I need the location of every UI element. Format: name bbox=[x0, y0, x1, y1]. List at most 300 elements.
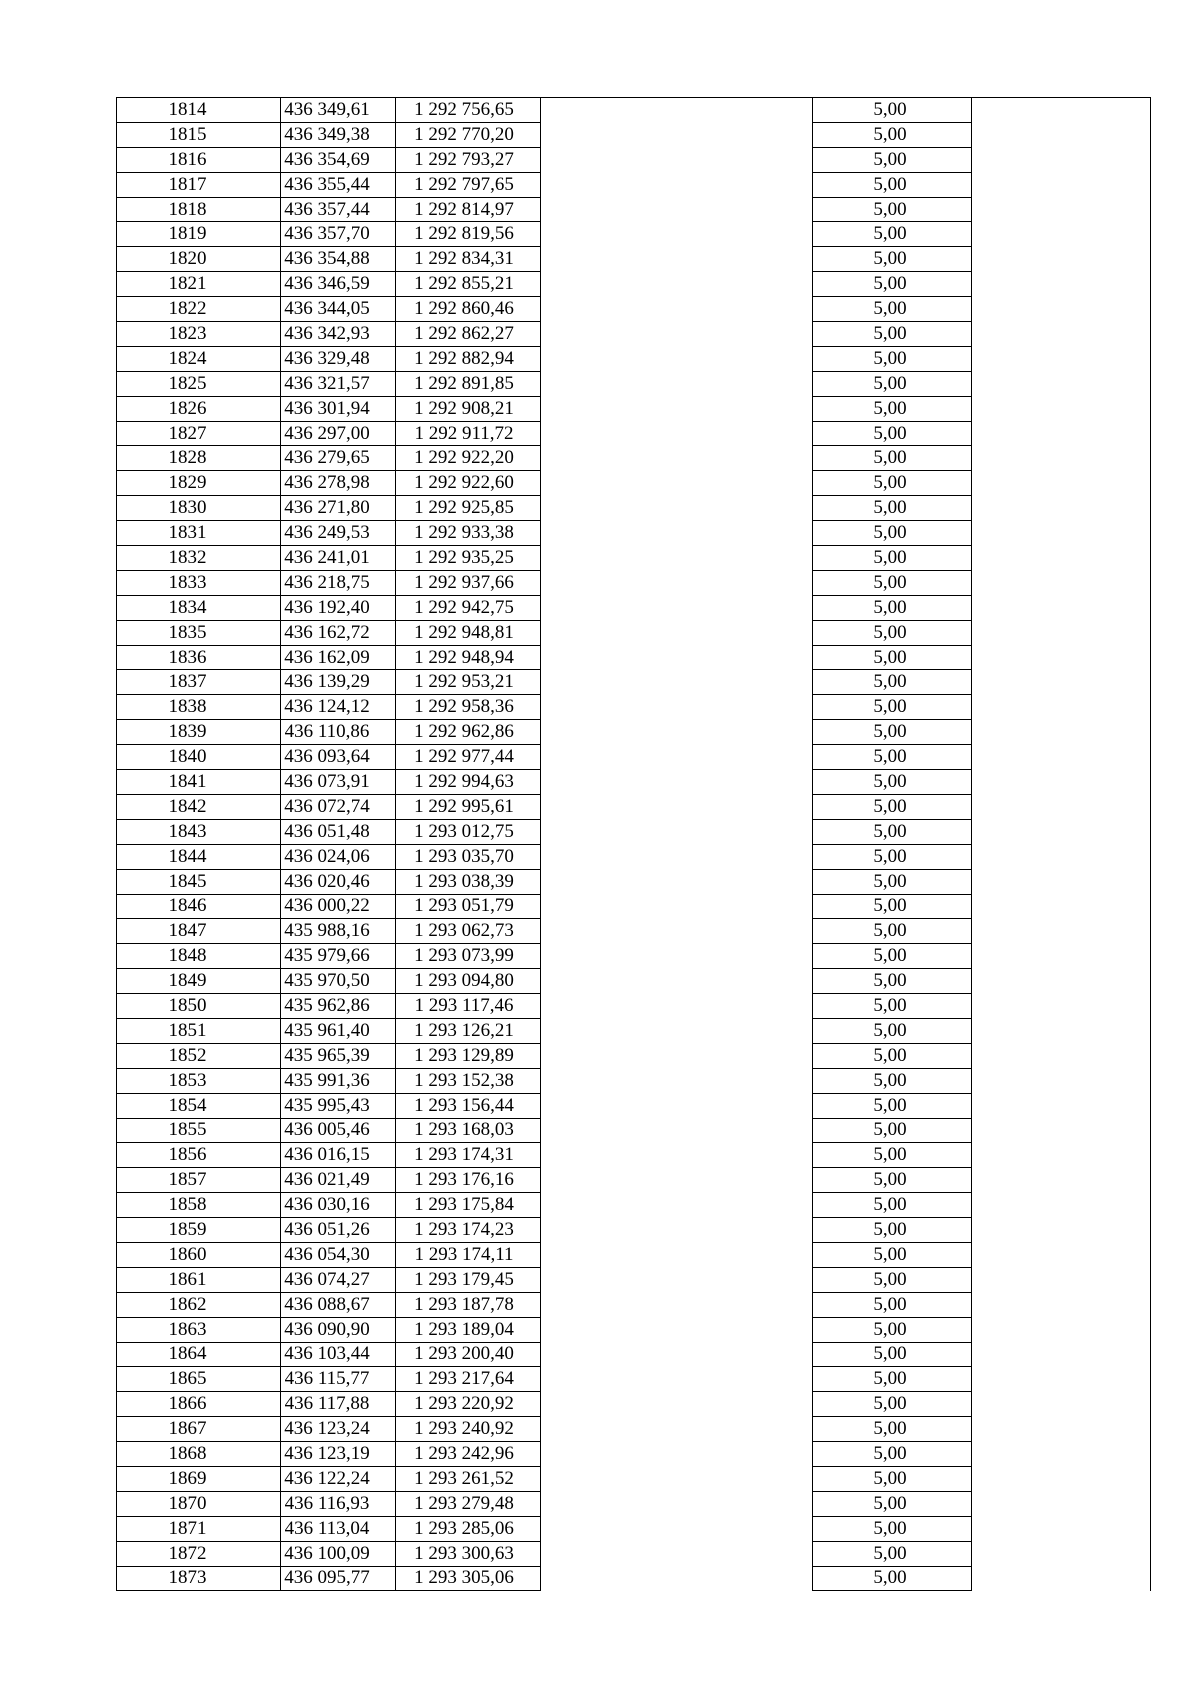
y-coordinate-cell: 1 293 012,75 bbox=[396, 819, 541, 844]
x-coordinate-cell: 436 354,69 bbox=[281, 147, 396, 172]
y-coordinate-cell: 1 292 948,94 bbox=[396, 645, 541, 670]
point-number-cell: 1860 bbox=[117, 1242, 281, 1267]
empty-cell bbox=[972, 770, 1151, 795]
empty-cell bbox=[541, 595, 813, 620]
distance-cell: 5,00 bbox=[813, 645, 972, 670]
empty-cell bbox=[541, 172, 813, 197]
table-row bbox=[117, 197, 1151, 222]
empty-cell bbox=[972, 1367, 1151, 1392]
point-number-cell: 1825 bbox=[117, 371, 281, 396]
point-number-cell: 1828 bbox=[117, 446, 281, 471]
table-row bbox=[117, 1143, 1151, 1168]
x-coordinate-cell: 436 297,00 bbox=[281, 421, 396, 446]
y-coordinate-cell: 1 292 977,44 bbox=[396, 745, 541, 770]
point-number-cell: 1869 bbox=[117, 1466, 281, 1491]
y-coordinate-cell: 1 292 994,63 bbox=[396, 770, 541, 795]
y-coordinate-cell: 1 292 891,85 bbox=[396, 371, 541, 396]
empty-cell bbox=[972, 794, 1151, 819]
empty-cell bbox=[972, 1242, 1151, 1267]
y-coordinate-cell: 1 293 300,63 bbox=[396, 1541, 541, 1566]
distance-cell: 5,00 bbox=[813, 894, 972, 919]
table-row bbox=[117, 371, 1151, 396]
empty-cell bbox=[541, 272, 813, 297]
table-row bbox=[117, 1317, 1151, 1342]
x-coordinate-cell: 436 162,72 bbox=[281, 620, 396, 645]
y-coordinate-cell: 1 293 240,92 bbox=[396, 1417, 541, 1442]
x-coordinate-cell: 436 016,15 bbox=[281, 1143, 396, 1168]
empty-cell bbox=[972, 720, 1151, 745]
distance-cell: 5,00 bbox=[813, 98, 972, 123]
table-row bbox=[117, 1292, 1151, 1317]
empty-cell bbox=[972, 1018, 1151, 1043]
empty-cell bbox=[972, 396, 1151, 421]
empty-cell bbox=[541, 297, 813, 322]
empty-cell bbox=[541, 1267, 813, 1292]
x-coordinate-cell: 435 995,43 bbox=[281, 1093, 396, 1118]
point-number-cell: 1829 bbox=[117, 471, 281, 496]
table-row bbox=[117, 122, 1151, 147]
empty-cell bbox=[972, 1068, 1151, 1093]
y-coordinate-cell: 1 292 958,36 bbox=[396, 695, 541, 720]
point-number-cell: 1842 bbox=[117, 794, 281, 819]
x-coordinate-cell: 436 278,98 bbox=[281, 471, 396, 496]
point-number-cell: 1865 bbox=[117, 1367, 281, 1392]
point-number-cell: 1857 bbox=[117, 1168, 281, 1193]
x-coordinate-cell: 436 124,12 bbox=[281, 695, 396, 720]
x-coordinate-cell: 436 301,94 bbox=[281, 396, 396, 421]
empty-cell bbox=[541, 496, 813, 521]
empty-cell bbox=[972, 1392, 1151, 1417]
empty-cell bbox=[972, 695, 1151, 720]
y-coordinate-cell: 1 292 834,31 bbox=[396, 247, 541, 272]
y-coordinate-cell: 1 293 174,23 bbox=[396, 1218, 541, 1243]
empty-cell bbox=[972, 471, 1151, 496]
empty-cell bbox=[972, 322, 1151, 347]
y-coordinate-cell: 1 292 922,60 bbox=[396, 471, 541, 496]
point-number-cell: 1820 bbox=[117, 247, 281, 272]
distance-cell: 5,00 bbox=[813, 297, 972, 322]
empty-cell bbox=[972, 247, 1151, 272]
empty-cell bbox=[972, 546, 1151, 571]
empty-cell bbox=[972, 98, 1151, 123]
x-coordinate-cell: 436 249,53 bbox=[281, 521, 396, 546]
empty-cell bbox=[541, 645, 813, 670]
distance-cell: 5,00 bbox=[813, 471, 972, 496]
distance-cell: 5,00 bbox=[813, 1466, 972, 1491]
empty-cell bbox=[541, 1292, 813, 1317]
table-row bbox=[117, 1442, 1151, 1467]
empty-cell bbox=[541, 1018, 813, 1043]
point-number-cell: 1827 bbox=[117, 421, 281, 446]
point-number-cell: 1839 bbox=[117, 720, 281, 745]
table-row bbox=[117, 1068, 1151, 1093]
point-number-cell: 1850 bbox=[117, 994, 281, 1019]
distance-cell: 5,00 bbox=[813, 919, 972, 944]
x-coordinate-cell: 436 123,19 bbox=[281, 1442, 396, 1467]
point-number-cell: 1826 bbox=[117, 396, 281, 421]
empty-cell bbox=[541, 122, 813, 147]
table-row bbox=[117, 471, 1151, 496]
distance-cell: 5,00 bbox=[813, 770, 972, 795]
x-coordinate-cell: 436 346,59 bbox=[281, 272, 396, 297]
empty-cell bbox=[541, 1317, 813, 1342]
point-number-cell: 1833 bbox=[117, 570, 281, 595]
x-coordinate-cell: 436 218,75 bbox=[281, 570, 396, 595]
empty-cell bbox=[972, 197, 1151, 222]
empty-cell bbox=[972, 1168, 1151, 1193]
empty-cell bbox=[972, 122, 1151, 147]
y-coordinate-cell: 1 292 933,38 bbox=[396, 521, 541, 546]
distance-cell: 5,00 bbox=[813, 969, 972, 994]
empty-cell bbox=[541, 1442, 813, 1467]
y-coordinate-cell: 1 292 925,85 bbox=[396, 496, 541, 521]
y-coordinate-cell: 1 293 152,38 bbox=[396, 1068, 541, 1093]
empty-cell bbox=[541, 1043, 813, 1068]
table-row bbox=[117, 247, 1151, 272]
y-coordinate-cell: 1 293 279,48 bbox=[396, 1491, 541, 1516]
empty-cell bbox=[541, 720, 813, 745]
x-coordinate-cell: 436 051,48 bbox=[281, 819, 396, 844]
x-coordinate-cell: 436 021,49 bbox=[281, 1168, 396, 1193]
distance-cell: 5,00 bbox=[813, 1193, 972, 1218]
table-row bbox=[117, 396, 1151, 421]
distance-cell: 5,00 bbox=[813, 122, 972, 147]
empty-cell bbox=[541, 745, 813, 770]
empty-cell bbox=[541, 770, 813, 795]
distance-cell: 5,00 bbox=[813, 869, 972, 894]
y-coordinate-cell: 1 293 156,44 bbox=[396, 1093, 541, 1118]
point-number-cell: 1868 bbox=[117, 1442, 281, 1467]
empty-cell bbox=[541, 1392, 813, 1417]
table-row bbox=[117, 1491, 1151, 1516]
empty-cell bbox=[541, 1218, 813, 1243]
point-number-cell: 1844 bbox=[117, 844, 281, 869]
distance-cell: 5,00 bbox=[813, 844, 972, 869]
y-coordinate-cell: 1 293 035,70 bbox=[396, 844, 541, 869]
table-row bbox=[117, 1417, 1151, 1442]
x-coordinate-cell: 436 000,22 bbox=[281, 894, 396, 919]
distance-cell: 5,00 bbox=[813, 272, 972, 297]
table-row bbox=[117, 98, 1151, 123]
table-row bbox=[117, 645, 1151, 670]
x-coordinate-cell: 436 113,04 bbox=[281, 1516, 396, 1541]
empty-cell bbox=[541, 1541, 813, 1566]
x-coordinate-cell: 436 354,88 bbox=[281, 247, 396, 272]
y-coordinate-cell: 1 292 797,65 bbox=[396, 172, 541, 197]
x-coordinate-cell: 436 162,09 bbox=[281, 645, 396, 670]
empty-cell bbox=[541, 1367, 813, 1392]
empty-cell bbox=[541, 919, 813, 944]
empty-cell bbox=[972, 1541, 1151, 1566]
x-coordinate-cell: 436 349,38 bbox=[281, 122, 396, 147]
x-coordinate-cell: 436 192,40 bbox=[281, 595, 396, 620]
empty-cell bbox=[972, 297, 1151, 322]
empty-cell bbox=[541, 421, 813, 446]
table-row bbox=[117, 969, 1151, 994]
y-coordinate-cell: 1 293 168,03 bbox=[396, 1118, 541, 1143]
point-number-cell: 1818 bbox=[117, 197, 281, 222]
distance-cell: 5,00 bbox=[813, 944, 972, 969]
empty-cell bbox=[541, 844, 813, 869]
table-row bbox=[117, 222, 1151, 247]
table-row bbox=[117, 272, 1151, 297]
y-coordinate-cell: 1 292 911,72 bbox=[396, 421, 541, 446]
empty-cell bbox=[972, 1417, 1151, 1442]
distance-cell: 5,00 bbox=[813, 620, 972, 645]
table-row bbox=[117, 521, 1151, 546]
point-number-cell: 1817 bbox=[117, 172, 281, 197]
table-row bbox=[117, 1093, 1151, 1118]
y-coordinate-cell: 1 293 187,78 bbox=[396, 1292, 541, 1317]
distance-cell: 5,00 bbox=[813, 346, 972, 371]
x-coordinate-cell: 436 090,90 bbox=[281, 1317, 396, 1342]
distance-cell: 5,00 bbox=[813, 546, 972, 571]
x-coordinate-cell: 436 123,24 bbox=[281, 1417, 396, 1442]
distance-cell: 5,00 bbox=[813, 994, 972, 1019]
x-coordinate-cell: 436 279,65 bbox=[281, 446, 396, 471]
point-number-cell: 1819 bbox=[117, 222, 281, 247]
point-number-cell: 1824 bbox=[117, 346, 281, 371]
table-row bbox=[117, 1342, 1151, 1367]
table-row bbox=[117, 894, 1151, 919]
table-row bbox=[117, 1516, 1151, 1541]
point-number-cell: 1816 bbox=[117, 147, 281, 172]
point-number-cell: 1836 bbox=[117, 645, 281, 670]
empty-cell bbox=[541, 521, 813, 546]
empty-cell bbox=[972, 620, 1151, 645]
table-row bbox=[117, 670, 1151, 695]
empty-cell bbox=[972, 1043, 1151, 1068]
x-coordinate-cell: 435 962,86 bbox=[281, 994, 396, 1019]
distance-cell: 5,00 bbox=[813, 695, 972, 720]
distance-cell: 5,00 bbox=[813, 1442, 972, 1467]
x-coordinate-cell: 436 116,93 bbox=[281, 1491, 396, 1516]
table-row bbox=[117, 322, 1151, 347]
y-coordinate-cell: 1 292 942,75 bbox=[396, 595, 541, 620]
distance-cell: 5,00 bbox=[813, 521, 972, 546]
empty-cell bbox=[541, 471, 813, 496]
point-number-cell: 1853 bbox=[117, 1068, 281, 1093]
point-number-cell: 1872 bbox=[117, 1541, 281, 1566]
table-row bbox=[117, 695, 1151, 720]
point-number-cell: 1838 bbox=[117, 695, 281, 720]
empty-cell bbox=[972, 1093, 1151, 1118]
empty-cell bbox=[541, 1118, 813, 1143]
point-number-cell: 1845 bbox=[117, 869, 281, 894]
y-coordinate-cell: 1 293 179,45 bbox=[396, 1267, 541, 1292]
empty-cell bbox=[972, 496, 1151, 521]
y-coordinate-cell: 1 293 242,96 bbox=[396, 1442, 541, 1467]
table-row bbox=[117, 1168, 1151, 1193]
empty-cell bbox=[972, 446, 1151, 471]
empty-cell bbox=[972, 521, 1151, 546]
empty-cell bbox=[972, 869, 1151, 894]
distance-cell: 5,00 bbox=[813, 670, 972, 695]
empty-cell bbox=[541, 1068, 813, 1093]
empty-cell bbox=[541, 98, 813, 123]
point-number-cell: 1849 bbox=[117, 969, 281, 994]
empty-cell bbox=[541, 1342, 813, 1367]
table-row bbox=[117, 994, 1151, 1019]
x-coordinate-cell: 436 100,09 bbox=[281, 1541, 396, 1566]
empty-cell bbox=[972, 1292, 1151, 1317]
table-row bbox=[117, 1466, 1151, 1491]
empty-cell bbox=[972, 969, 1151, 994]
y-coordinate-cell: 1 293 217,64 bbox=[396, 1367, 541, 1392]
x-coordinate-cell: 436 095,77 bbox=[281, 1566, 396, 1591]
x-coordinate-cell: 436 329,48 bbox=[281, 346, 396, 371]
y-coordinate-cell: 1 292 793,27 bbox=[396, 147, 541, 172]
point-number-cell: 1859 bbox=[117, 1218, 281, 1243]
empty-cell bbox=[541, 371, 813, 396]
distance-cell: 5,00 bbox=[813, 1168, 972, 1193]
empty-cell bbox=[541, 794, 813, 819]
distance-cell: 5,00 bbox=[813, 819, 972, 844]
x-coordinate-cell: 436 103,44 bbox=[281, 1342, 396, 1367]
empty-cell bbox=[541, 346, 813, 371]
table-row bbox=[117, 745, 1151, 770]
empty-cell bbox=[972, 1491, 1151, 1516]
distance-cell: 5,00 bbox=[813, 1491, 972, 1516]
distance-cell: 5,00 bbox=[813, 745, 972, 770]
distance-cell: 5,00 bbox=[813, 1143, 972, 1168]
empty-cell bbox=[972, 994, 1151, 1019]
point-number-cell: 1854 bbox=[117, 1093, 281, 1118]
distance-cell: 5,00 bbox=[813, 1043, 972, 1068]
x-coordinate-cell: 435 979,66 bbox=[281, 944, 396, 969]
empty-cell bbox=[972, 1442, 1151, 1467]
empty-cell bbox=[972, 844, 1151, 869]
point-number-cell: 1873 bbox=[117, 1566, 281, 1591]
y-coordinate-cell: 1 292 953,21 bbox=[396, 670, 541, 695]
distance-cell: 5,00 bbox=[813, 1367, 972, 1392]
y-coordinate-cell: 1 292 922,20 bbox=[396, 446, 541, 471]
empty-cell bbox=[541, 670, 813, 695]
distance-cell: 5,00 bbox=[813, 147, 972, 172]
point-number-cell: 1821 bbox=[117, 272, 281, 297]
empty-cell bbox=[541, 1093, 813, 1118]
empty-cell bbox=[541, 446, 813, 471]
point-number-cell: 1832 bbox=[117, 546, 281, 571]
empty-cell bbox=[972, 944, 1151, 969]
x-coordinate-cell: 436 241,01 bbox=[281, 546, 396, 571]
x-coordinate-cell: 436 074,27 bbox=[281, 1267, 396, 1292]
distance-cell: 5,00 bbox=[813, 1218, 972, 1243]
point-number-cell: 1814 bbox=[117, 98, 281, 123]
point-number-cell: 1856 bbox=[117, 1143, 281, 1168]
y-coordinate-cell: 1 292 937,66 bbox=[396, 570, 541, 595]
empty-cell bbox=[541, 322, 813, 347]
empty-cell bbox=[541, 396, 813, 421]
empty-cell bbox=[541, 1143, 813, 1168]
distance-cell: 5,00 bbox=[813, 1417, 972, 1442]
x-coordinate-cell: 436 357,44 bbox=[281, 197, 396, 222]
distance-cell: 5,00 bbox=[813, 1317, 972, 1342]
distance-cell: 5,00 bbox=[813, 595, 972, 620]
table-row bbox=[117, 869, 1151, 894]
y-coordinate-cell: 1 293 174,31 bbox=[396, 1143, 541, 1168]
y-coordinate-cell: 1 293 220,92 bbox=[396, 1392, 541, 1417]
y-coordinate-cell: 1 292 819,56 bbox=[396, 222, 541, 247]
x-coordinate-cell: 436 093,64 bbox=[281, 745, 396, 770]
empty-cell bbox=[541, 1466, 813, 1491]
empty-cell bbox=[972, 346, 1151, 371]
distance-cell: 5,00 bbox=[813, 1541, 972, 1566]
empty-cell bbox=[972, 222, 1151, 247]
point-number-cell: 1867 bbox=[117, 1417, 281, 1442]
point-number-cell: 1870 bbox=[117, 1491, 281, 1516]
point-number-cell: 1848 bbox=[117, 944, 281, 969]
distance-cell: 5,00 bbox=[813, 222, 972, 247]
x-coordinate-cell: 436 355,44 bbox=[281, 172, 396, 197]
y-coordinate-cell: 1 292 935,25 bbox=[396, 546, 541, 571]
table-row bbox=[117, 770, 1151, 795]
empty-cell bbox=[972, 595, 1151, 620]
point-number-cell: 1861 bbox=[117, 1267, 281, 1292]
empty-cell bbox=[541, 994, 813, 1019]
table-row bbox=[117, 172, 1151, 197]
point-number-cell: 1843 bbox=[117, 819, 281, 844]
empty-cell bbox=[972, 670, 1151, 695]
x-coordinate-cell: 436 072,74 bbox=[281, 794, 396, 819]
empty-cell bbox=[541, 894, 813, 919]
table-row bbox=[117, 794, 1151, 819]
empty-cell bbox=[541, 1242, 813, 1267]
distance-cell: 5,00 bbox=[813, 1242, 972, 1267]
table-row bbox=[117, 1218, 1151, 1243]
empty-cell bbox=[972, 1516, 1151, 1541]
empty-cell bbox=[972, 570, 1151, 595]
empty-cell bbox=[541, 1566, 813, 1591]
x-coordinate-cell: 436 342,93 bbox=[281, 322, 396, 347]
x-coordinate-cell: 436 005,46 bbox=[281, 1118, 396, 1143]
point-number-cell: 1831 bbox=[117, 521, 281, 546]
x-coordinate-cell: 436 051,26 bbox=[281, 1218, 396, 1243]
distance-cell: 5,00 bbox=[813, 396, 972, 421]
y-coordinate-cell: 1 293 117,46 bbox=[396, 994, 541, 1019]
y-coordinate-cell: 1 292 770,20 bbox=[396, 122, 541, 147]
point-number-cell: 1847 bbox=[117, 919, 281, 944]
y-coordinate-cell: 1 292 862,27 bbox=[396, 322, 541, 347]
point-number-cell: 1871 bbox=[117, 1516, 281, 1541]
point-number-cell: 1841 bbox=[117, 770, 281, 795]
table-row bbox=[117, 1392, 1151, 1417]
y-coordinate-cell: 1 293 129,89 bbox=[396, 1043, 541, 1068]
distance-cell: 5,00 bbox=[813, 172, 972, 197]
empty-cell bbox=[541, 197, 813, 222]
table-row bbox=[117, 421, 1151, 446]
distance-cell: 5,00 bbox=[813, 794, 972, 819]
table-row bbox=[117, 919, 1151, 944]
point-number-cell: 1846 bbox=[117, 894, 281, 919]
distance-cell: 5,00 bbox=[813, 1566, 972, 1591]
y-coordinate-cell: 1 292 962,86 bbox=[396, 720, 541, 745]
distance-cell: 5,00 bbox=[813, 1118, 972, 1143]
table-row bbox=[117, 1566, 1151, 1591]
table-row bbox=[117, 1242, 1151, 1267]
y-coordinate-cell: 1 293 051,79 bbox=[396, 894, 541, 919]
distance-cell: 5,00 bbox=[813, 421, 972, 446]
empty-cell bbox=[972, 745, 1151, 770]
empty-cell bbox=[972, 1342, 1151, 1367]
point-number-cell: 1866 bbox=[117, 1392, 281, 1417]
x-coordinate-cell: 435 991,36 bbox=[281, 1068, 396, 1093]
y-coordinate-cell: 1 293 175,84 bbox=[396, 1193, 541, 1218]
distance-cell: 5,00 bbox=[813, 1267, 972, 1292]
x-coordinate-cell: 436 030,16 bbox=[281, 1193, 396, 1218]
x-coordinate-cell: 436 349,61 bbox=[281, 98, 396, 123]
distance-cell: 5,00 bbox=[813, 1068, 972, 1093]
